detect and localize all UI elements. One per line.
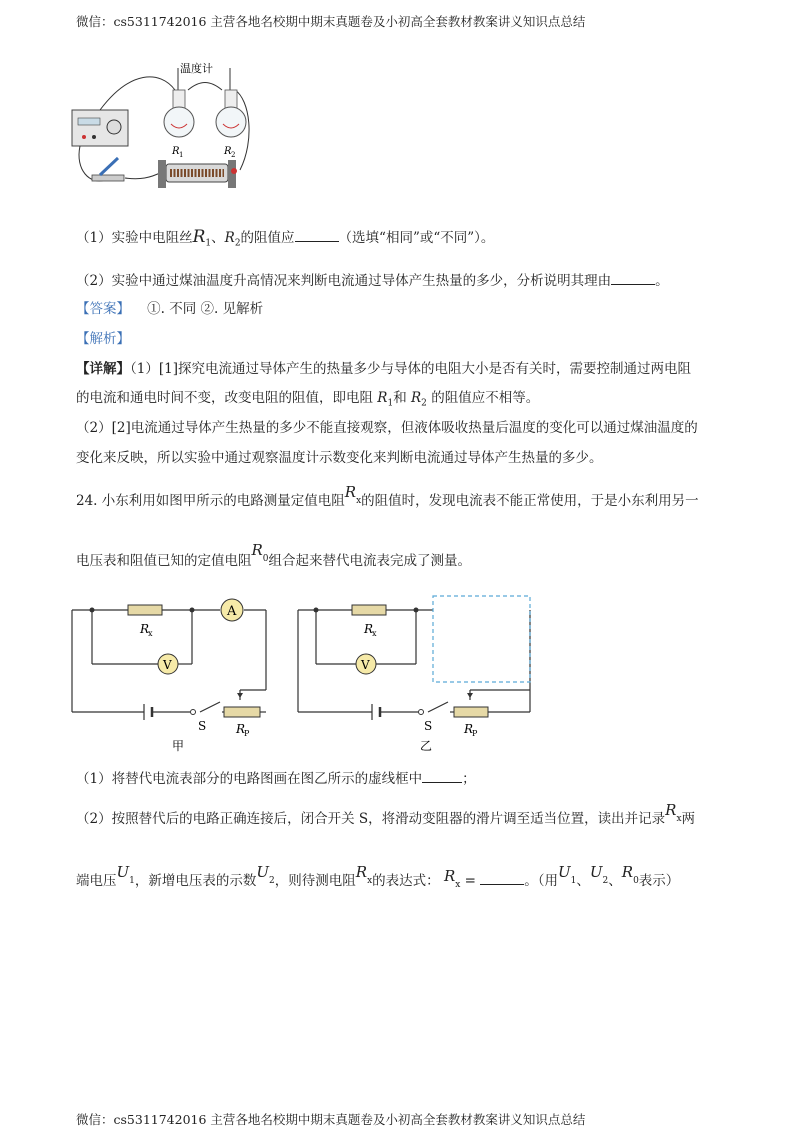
analysis-tag: 【解析】 — [76, 331, 130, 347]
flask-r2-icon — [216, 107, 246, 137]
label-jia: 甲 — [172, 739, 185, 753]
q24-part2-line2: 端电压$U_1$，新增电压表的示数$U_2$，则待测电阻$R_x$的表达式： $R_x$ = 。（用$U_1$、$U_2$、$R_0$表示） — [76, 863, 680, 890]
answer-blank[interactable] — [611, 270, 655, 285]
svg-text:R: R — [236, 722, 246, 736]
r2-label: R — [224, 146, 232, 157]
answer-blank[interactable] — [480, 870, 524, 885]
svg-text:A: A — [227, 604, 237, 619]
dashed-box[interactable] — [433, 596, 530, 682]
circuit-yi — [298, 610, 530, 712]
label-yi: 乙 — [420, 739, 433, 753]
answer-blank[interactable] — [295, 227, 339, 242]
circuit-diagrams — [60, 590, 560, 765]
r2-sub: 2 — [231, 151, 236, 159]
detail-line-4: 变化来反映，所以实验中通过观察温度计示数变化来判断电流通过导体产生热量的多少。 — [76, 450, 603, 466]
q23-part1: （1）实验中电阻丝$R_1$、$R_2$的阻值应 （选填“相同”或“不同”）。 — [76, 227, 495, 249]
svg-text:x: x — [372, 629, 377, 638]
switch-icon — [92, 175, 124, 181]
rheostat-icon — [224, 707, 260, 717]
q24-line-1: 24. 小东利用如图甲所示的电路测量定值电阻$R_x$的阻值时，发现电流表不能正常使用，于是小东利用另一 — [76, 483, 699, 509]
svg-text:S: S — [198, 719, 207, 733]
q24-part1: （1）将替代电流表部分的电路图画在图乙所示的虚线框中 ； — [76, 768, 476, 789]
r1-label: R — [172, 146, 180, 157]
svg-text:P: P — [472, 729, 478, 738]
svg-text:R: R — [364, 622, 374, 636]
q24-part2: （2）按照替代后的电路正确连接后，闭合开关 S，将滑动变阻器的滑片调至适当位置，读出并记录$R_x$两 — [76, 801, 696, 827]
r1-sub: 1 — [179, 151, 184, 159]
heating-apparatus-figure — [70, 60, 270, 200]
q24-line-2: 电压表和阻值已知的定值电阻$R_0$组合起来替代电流表完成了测量。 — [76, 541, 472, 569]
svg-text:P: P — [244, 729, 250, 738]
svg-text:R: R — [464, 722, 474, 736]
detail-line-3: （2）[2]电流通过导体产生热量的多少不能直接观察，但液体吸收热量后温度的变化可以通过煤油温度的 — [76, 420, 698, 436]
answer-line: 【答案】 ①. 不同 ②. 见解析 — [76, 301, 264, 317]
switch-icon — [419, 710, 424, 715]
resistor-rx-icon — [128, 605, 162, 615]
thermometer-label: 温度计 — [180, 62, 213, 75]
page-footer: 微信：cs5311742016 主营各地名校期中期末真题卷及小初高全套教材教案讲义知识点总结 — [76, 1112, 586, 1127]
svg-text:V: V — [163, 658, 172, 672]
svg-text:V: V — [361, 658, 370, 672]
detail-line-2: 的电流和通电时间不变，改变电阻的阻值，即电阻 $R_1$和 $R_2$ 的阻值应不相等。 — [76, 390, 540, 409]
svg-text:R: R — [140, 622, 150, 636]
q23-part2: （2）实验中通过煤油温度升高情况来判断电流通过导体产生热量的多少，分析说明其理由 。 — [76, 270, 669, 291]
switch-icon — [191, 710, 196, 715]
flask-r1-icon — [164, 107, 194, 137]
rheostat-icon — [454, 707, 488, 717]
resistor-rx-icon — [352, 605, 386, 615]
page-header: 微信：cs5311742016 主营各地名校期中期末真题卷及小初高全套教材教案讲义知识点总结 — [76, 14, 586, 29]
answer-blank[interactable] — [422, 768, 462, 783]
detail-line-1: 【详解】（1）[1]探究电流通过导体产生的热量多少与导体的电阻大小是否有关时，需要控制通过两电阻 — [76, 361, 691, 377]
svg-text:x: x — [148, 629, 153, 638]
svg-text:S: S — [424, 719, 433, 733]
